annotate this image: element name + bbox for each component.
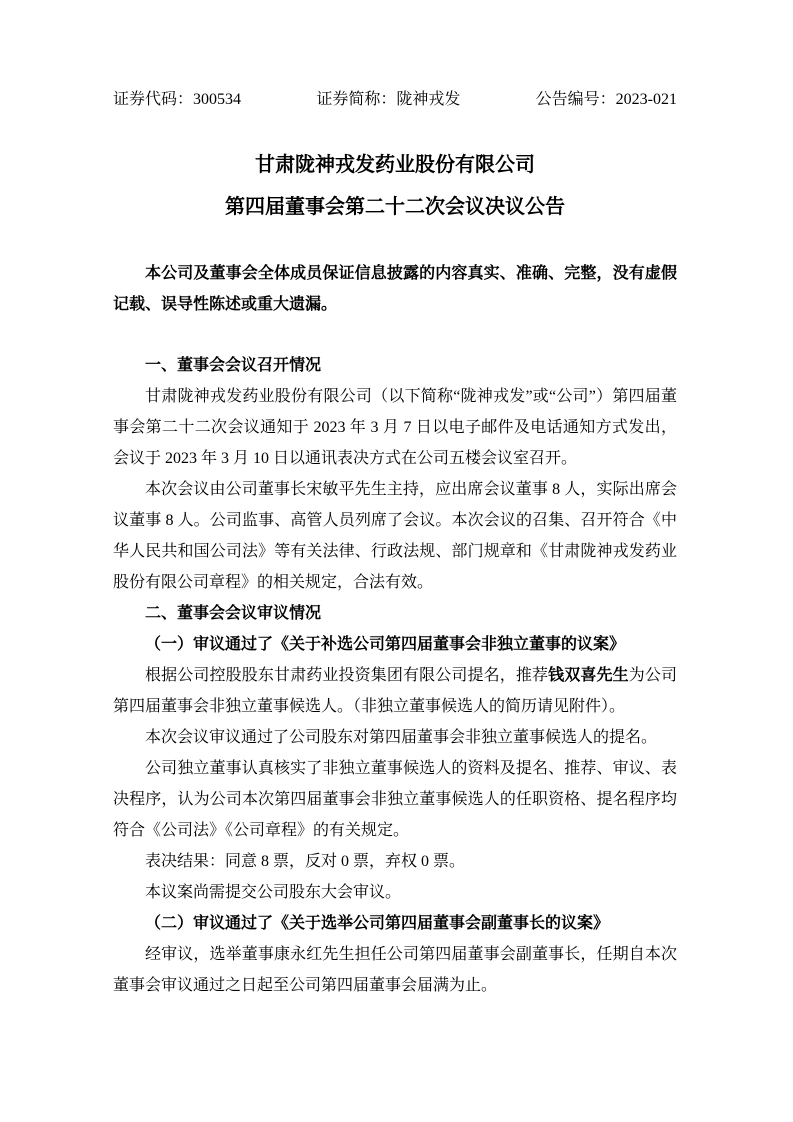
disclosure-statement: 本公司及董事会全体成员保证信息披露的内容真实、准确、完整，没有虚假记载、误导性陈述或重大遗漏。 [113, 265, 677, 313]
section2-heading: 二、董事会会议审议情况 [145, 605, 322, 622]
company-name-title: 甘肃陇神戎发药业股份有限公司 [255, 154, 535, 176]
section1-heading: 一、董事会会议召开情况 [145, 357, 322, 374]
item1-paragraph-2: 公司独立董事认真核实了非独立董事候选人的资料及提名、推荐、审议、表决程序，认为公司本次第四届董事会非独立董事候选人的任职资格、提名程序均符合《公司法》《公司章程》的有关规定。 [113, 760, 677, 839]
announcement-title: 第四届董事会第二十二次会议决议公告 [225, 196, 565, 218]
item1-paragraph-1: 本次会议审议通过了公司股东对第四届董事会非独立董事候选人的提名。 [145, 729, 658, 746]
stock-name: 证券简称：陇神戎发 [316, 91, 461, 108]
section1-paragraph-1: 甘肃陇神戎发药业股份有限公司（以下简称“陇神戎发”或“公司”）第四届董事会第二十二次会议通知于 2023 年 3 月 7 日以电子邮件及电话通知方式发出，会议于 2023 年 3 月 10 日以通讯表决方式在公司五楼会议室召开。 [113, 388, 677, 467]
item1-nominee-paragraph [113, 660, 677, 722]
item1-heading: （一）审议通过了《关于补选公司第四届董事会非独立董事的议案》 [145, 636, 626, 653]
announcement-number: 公告编号：2023-021 [535, 91, 677, 108]
item1-vote-result: 表决结果：同意 8 票，反对 0 票，弃权 0 票。 [145, 853, 466, 870]
nominee-suffix: 为公司第四届董事会非独立董事候选人。（非独立董事候选人的简历请见附件）。 [113, 667, 677, 715]
item2-paragraph-1: 经审议，选举董事康永红先生担任公司第四届董事会副董事长，任期自本次董事会审议通过之日起至公司第四届董事会届满为止。 [113, 946, 677, 994]
nominee-name: 钱双喜先生 [548, 667, 629, 684]
item2-heading: （二）审议通过了《关于选举公司第四届董事会副董事长的议案》 [145, 915, 610, 932]
document-header [113, 88, 677, 112]
section1-paragraph-2: 本次会议由公司董事长宋敏平先生主持，应出席会议董事 8 人，实际出席会议董事 8 人。公司监事、高管人员列席了会议。本次会议的召集、召开符合《中华人民共和国公司法》等有关法律、行政法规、部门规章和《甘肃陇神戎发药业股份有限公司章程》的相关规定，合法有效。 [113, 481, 677, 591]
item1-shareholder-note: 本议案尚需提交公司股东大会审议。 [145, 884, 402, 901]
stock-code: 证券代码：300534 [113, 91, 242, 108]
nominee-prefix: 根据公司控股股东甘肃药业投资集团有限公司提名，推荐 [145, 667, 549, 684]
